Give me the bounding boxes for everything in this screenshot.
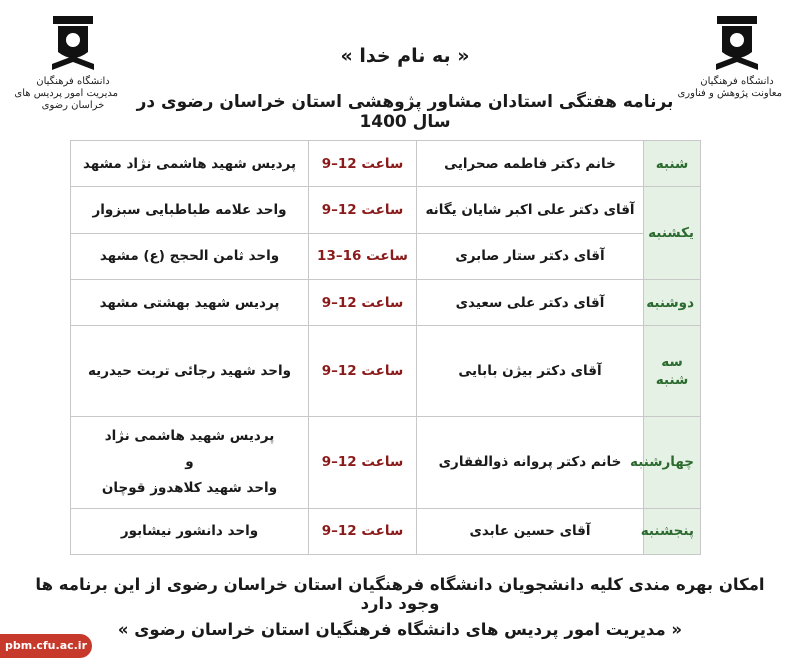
professor-cell: آقای دکتر ستار صابری: [417, 233, 644, 279]
time-cell: ساعت 12–9: [309, 416, 417, 508]
location-cell: واحد شهید رجائی تربت حیدریه: [71, 326, 309, 416]
professor-cell: آقای دکتر علی سعیدی: [417, 280, 644, 326]
time-cell: ساعت 12–9: [309, 280, 417, 326]
time-cell: ساعت 16–13: [309, 233, 417, 279]
university-logo-left: [14, 12, 118, 130]
table-row: [71, 416, 701, 508]
time-cell: ساعت 12–9: [309, 187, 417, 233]
logo-caption-2: مدیریت امور پردیس های: [14, 88, 118, 99]
professor-cell: آقای دکتر علی اکبر شایان یگانه: [417, 187, 644, 233]
location-cell: پردیس شهید بهشتی مشهد: [71, 280, 309, 326]
table-row: [71, 233, 701, 279]
location-line: و: [185, 454, 194, 471]
day-cell: چهارشنبه: [644, 416, 701, 508]
location-cell: واحد علامه طباطبایی سبزوار: [71, 187, 309, 233]
table-row: [71, 508, 701, 554]
logo-caption-1: دانشگاه فرهنگیان: [36, 76, 110, 87]
professor-cell: خانم دکتر فاطمه صحرایی: [417, 141, 644, 187]
location-line: واحد شهید کلاهدوز قوچان: [101, 480, 278, 497]
day-cell: سه شنبه: [644, 326, 701, 416]
schedule-table: [70, 140, 701, 555]
table-row: [71, 326, 701, 416]
footer-note: امکان بهره مندی کلیه دانشجویان دانشگاه فرهنگیان استان خراسان رضوی از این برنامه ها وجود دارد: [35, 575, 765, 613]
logo-caption-2: معاونت پژوهش و فناوری: [677, 88, 782, 99]
time-cell: ساعت 12–9: [309, 326, 417, 416]
professor-cell: آقای حسین عابدی: [417, 508, 644, 554]
university-emblem-icon: [48, 12, 98, 76]
table-row: [71, 141, 701, 187]
location-cell: واحد دانشور نیشابور: [71, 508, 309, 554]
university-emblem-icon: [712, 12, 762, 76]
time-cell: ساعت 12–9: [309, 508, 417, 554]
bismillah-heading: « به نام خدا »: [340, 45, 470, 67]
location-cell: پردیس شهید هاشمی نژاد مشهد: [71, 141, 309, 187]
day-cell: دوشنبه: [644, 280, 701, 326]
day-cell: یکشنبه: [644, 187, 701, 280]
professor-cell: خانم دکتر پروانه ذوالفقاری: [417, 416, 644, 508]
professor-cell: آقای دکتر بیژن بابایی: [417, 326, 644, 416]
website-watermark: pbm.cfu.ac.ir: [0, 634, 92, 658]
logo-caption-1: دانشگاه فرهنگیان: [700, 76, 774, 87]
logo-caption-3: خراسان رضوی: [41, 100, 105, 111]
location-line: پردیس شهید هاشمی نژاد: [104, 428, 275, 445]
time-cell: ساعت 12–9: [309, 141, 417, 187]
university-logo-right: [677, 12, 782, 130]
location-cell: [71, 416, 309, 508]
footer-signature: « مدیریت امور پردیس های دانشگاه فرهنگیان استان خراسان رضوی »: [117, 620, 683, 639]
location-cell: واحد ثامن الحجج (ع) مشهد: [71, 233, 309, 279]
table-row: [71, 280, 701, 326]
day-cell: شنبه: [644, 141, 701, 187]
table-row: [71, 187, 701, 233]
day-cell: پنجشنبه: [644, 508, 701, 554]
page-title: برنامه هفتگی استادان مشاور پژوهشی استان خراسان رضوی در سال 1400: [136, 92, 674, 132]
